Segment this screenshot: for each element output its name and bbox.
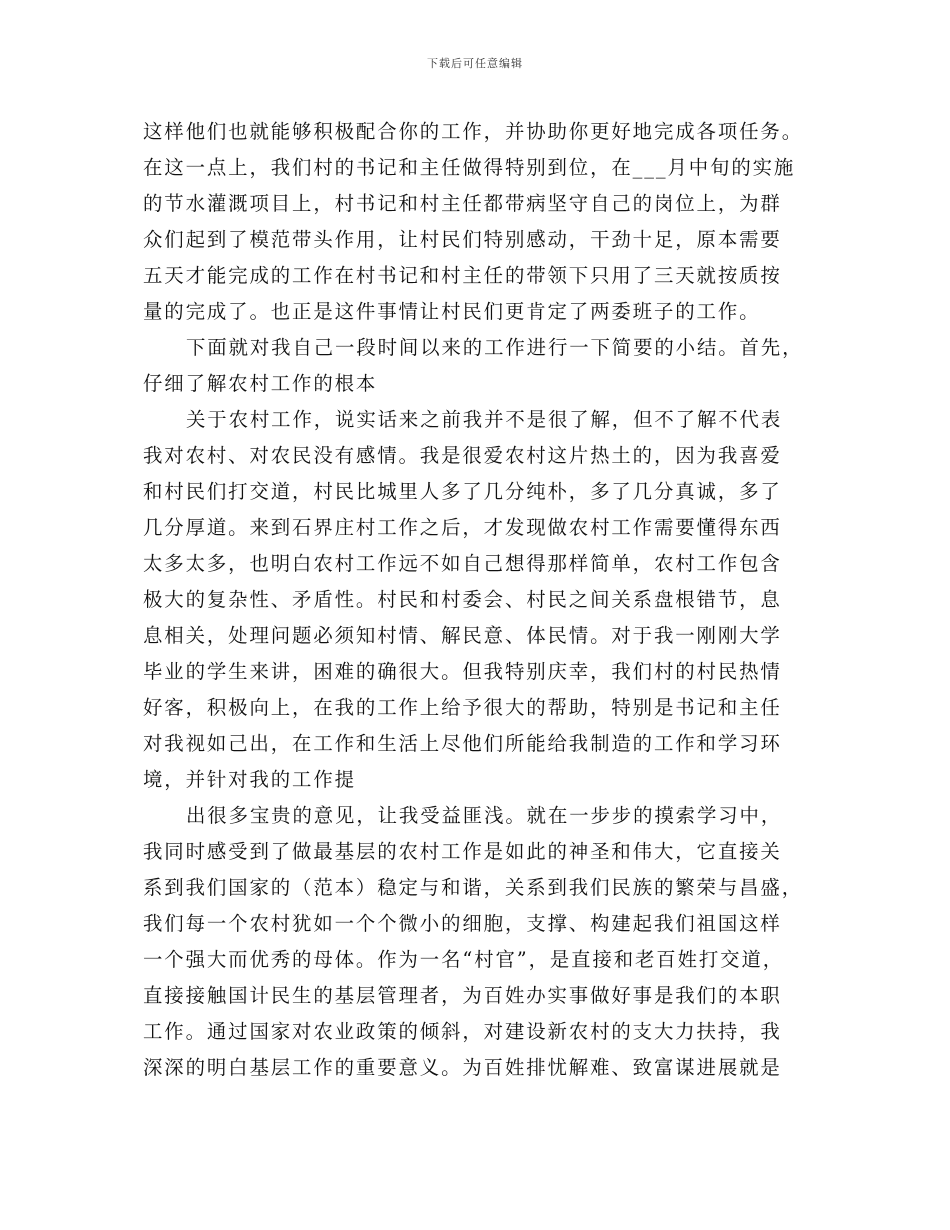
text-line: 一个强大而优秀的母体。作为一名“村官”，是直接和老百姓打交道，: [143, 948, 785, 971]
text-line: 出很多宝贵的意见，让我受益匪浅。就在一步步的摸索学习中，: [186, 804, 783, 827]
text-line: 毕业的学生来讲，困难的确很大。但我特别庆幸，我们村的村民热情: [143, 660, 782, 683]
text-line: 这样他们也就能够积极配合你的工作，并协助你更好地完成各项任务。: [143, 120, 804, 143]
document-body: [143, 114, 813, 1086]
text-line: 仔细了解农村工作的根本: [143, 372, 378, 395]
text-line: 的节水灌溉项目上，村书记和村主任都带病坚守自己的岗位上，为群: [143, 192, 782, 215]
text-line: 好客，积极向上，在我的工作上给予很大的帮助，特别是书记和主任: [143, 696, 782, 719]
text-line: 几分厚道。来到石界庄村工作之后，才发现做农村工作需要懂得东西: [143, 516, 782, 539]
text-line: 直接接触国计民生的基层管理者，为百姓办实事做好事是我们的本职: [143, 984, 782, 1007]
text-line: 下面就对我自己一段时间以来的工作进行一下简要的小结。首先，: [186, 336, 804, 359]
text-line: 五天才能完成的工作在村书记和村主任的带领下只用了三天就按质按: [143, 264, 782, 287]
text-line: 量的完成了。也正是这件事情让村民们更肯定了两委班子的工作。: [143, 300, 761, 323]
text-line: 和村民们打交道，村民比城里人多了几分纯朴，多了几分真诚，多了: [143, 480, 782, 503]
text-line: 工作。通过国家对农业政策的倾斜，对建设新农村的支大力扶持，我: [143, 1020, 782, 1043]
text-line: 我对农村、对农民没有感情。我是很爱农村这片热土的，因为我喜爱: [143, 444, 782, 467]
text-line: 太多太多，也明白农村工作远不如自己想得那样简单，农村工作包含: [143, 552, 782, 575]
text-line: 关于农村工作，说实话来之前我并不是很了解，但不了解不代表: [186, 408, 783, 431]
text-line: 在这一点上，我们村的书记和主任做得特别到位，在___月中旬的实施: [143, 156, 796, 179]
text-line: 我同时感受到了做最基层的农村工作是如此的神圣和伟大，它直接关: [143, 840, 782, 863]
text-line: 对我视如己出，在工作和生活上尽他们所能给我制造的工作和学习环: [143, 732, 782, 755]
text-line: 系到我们国家的（范本）稳定与和谐，关系到我们民族的繁荣与昌盛，: [143, 876, 804, 899]
text-line: 极大的复杂性、矛盾性。村民和村委会、村民之间关系盘根错节，息: [143, 588, 782, 611]
page-header: 下载后可任意编辑: [427, 57, 523, 70]
text-line: 深深的明白基层工作的重要意义。为百姓排忧解难、致富谋进展就是: [143, 1056, 782, 1079]
text-line: 境，并针对我的工作提: [143, 768, 356, 791]
text-line: 我们每一个农村犹如一个个微小的细胞，支撑、构建起我们祖国这样: [143, 912, 782, 935]
text-line: 息相关，处理问题必须知村情、解民意、体民情。对于我一刚刚大学: [143, 624, 782, 647]
text-line: 众们起到了模范带头作用，让村民们特别感动，干劲十足，原本需要: [143, 228, 782, 251]
